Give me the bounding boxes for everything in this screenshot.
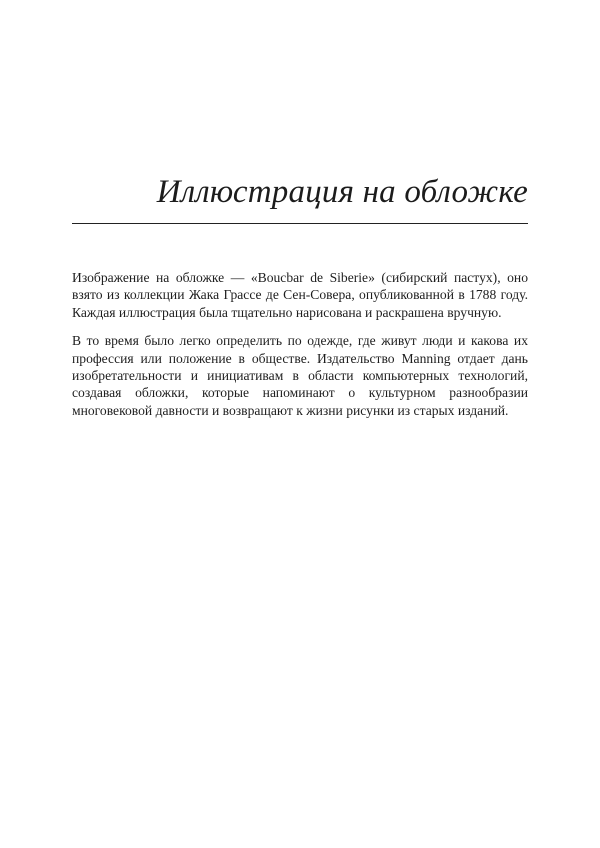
chapter-title: Иллюстрация на обложке <box>156 174 528 210</box>
paragraph-cover-description: Изображение на обложке — «Boucbar de Siberie» (сибирский пастух), оно взято из коллекции Жака Грассе де Сен-Совера, опубликованной в 1788 году. Каждая иллюстрация была тщательно нарисована и раскрашена вручную. <box>72 270 528 320</box>
body-text <box>72 269 528 430</box>
title-divider <box>72 223 528 224</box>
paragraph-publisher-tribute: В то время было легко определить по одежде, где живут люди и какова их профессия или положение в обществе. Издательство Manning отдает дань изобретательности и инициативам в области компьютерных технологий, создавая обложки, которые напоминают о культурном разнообразии многовековой давности и возвращают к жизни рисунки из старых изданий. <box>72 333 528 418</box>
